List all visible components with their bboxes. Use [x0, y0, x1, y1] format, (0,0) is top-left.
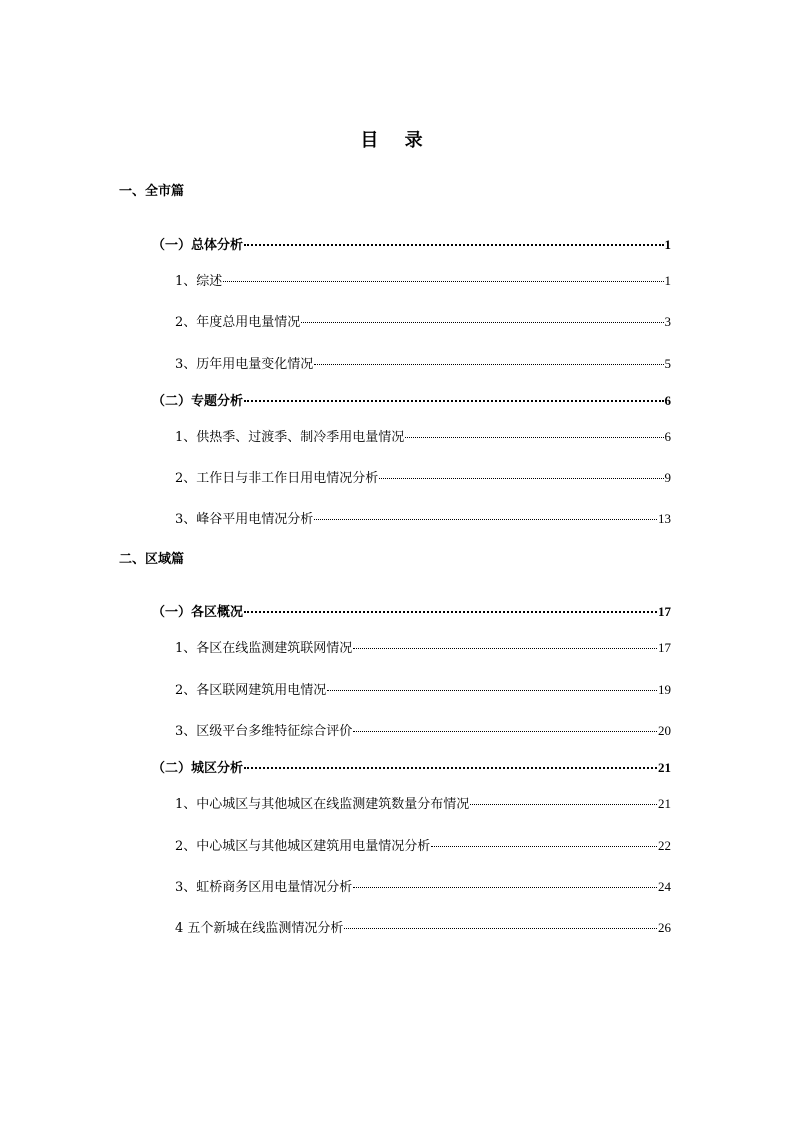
dot-leader [470, 804, 657, 805]
toc-entry-text: 1、综述 [175, 274, 223, 289]
toc-entry-text: 3、区级平台多维特征综合评价 [175, 724, 353, 739]
toc-page-number: 21 [658, 796, 671, 811]
toc-entry-text: 2、年度总用电量情况 [175, 315, 301, 330]
toc-part-heading [119, 551, 184, 569]
toc-entry[interactable] [152, 759, 671, 778]
toc-entry[interactable] [175, 469, 671, 488]
toc-entry-text: （二）城区分析 [152, 761, 244, 776]
toc-page-number: 24 [658, 879, 671, 894]
toc-entry-text: 1、供热季、过渡季、制冷季用电量情况 [175, 430, 405, 445]
toc-entry[interactable] [175, 355, 671, 374]
toc-entry[interactable] [152, 392, 671, 411]
toc-entry[interactable] [152, 603, 671, 622]
toc-entry[interactable] [175, 428, 671, 447]
toc-entry-text: （二）专题分析 [152, 394, 244, 409]
toc-page-number: 26 [658, 920, 671, 935]
toc-entry[interactable] [175, 313, 671, 332]
toc-entry-text: （一）各区概况 [152, 605, 244, 620]
dot-leader [244, 611, 657, 613]
toc-page-number: 19 [658, 682, 671, 697]
toc-page-number: 9 [664, 470, 671, 485]
dot-leader [405, 437, 663, 438]
dot-leader [301, 322, 663, 323]
toc-entry[interactable] [175, 272, 671, 291]
toc-page-number: 6 [664, 393, 671, 408]
toc-entry-text: 2、中心城区与其他城区建筑用电量情况分析 [175, 839, 431, 854]
toc-page-number: 6 [664, 429, 671, 444]
dot-leader [353, 887, 657, 888]
toc-entry[interactable] [175, 681, 671, 700]
toc-page-number: 1 [664, 237, 671, 252]
toc-entry-text: 3、历年用电量变化情况 [175, 357, 314, 372]
toc-page-number: 3 [664, 314, 671, 329]
dot-leader [244, 767, 657, 769]
toc-page-number: 21 [658, 760, 671, 775]
toc-entry-text: 二、区域篇 [119, 552, 185, 567]
dot-leader [244, 244, 663, 246]
toc-title: 目 录 [360, 130, 433, 151]
toc-part-heading [119, 183, 184, 201]
toc-page-number: 20 [658, 723, 671, 738]
toc-entry[interactable] [175, 510, 671, 529]
toc-page-number: 22 [658, 838, 671, 853]
toc-entry-text: 1、各区在线监测建筑联网情况 [175, 641, 353, 656]
dot-leader [244, 400, 663, 402]
toc-entry-text: 4 五个新城在线监测情况分析 [175, 921, 344, 936]
dot-leader [223, 281, 663, 282]
toc-entry-text: 一、全市篇 [119, 184, 185, 199]
toc-entry[interactable] [152, 236, 671, 255]
dot-leader [353, 731, 657, 732]
toc-page-number: 17 [658, 604, 671, 619]
toc-entry-text: 1、中心城区与其他城区在线监测建筑数量分布情况 [175, 797, 470, 812]
toc-page-number: 13 [658, 511, 671, 526]
toc-entry-text: 3、虹桥商务区用电量情况分析 [175, 880, 353, 895]
toc-entry-text: 3、峰谷平用电情况分析 [175, 512, 314, 527]
dot-leader [431, 846, 657, 847]
toc-entry[interactable] [175, 722, 671, 741]
dot-leader [344, 928, 657, 929]
toc-entry[interactable] [175, 837, 671, 856]
toc-entry[interactable] [175, 639, 671, 658]
toc-entry-text: 2、工作日与非工作日用电情况分析 [175, 471, 379, 486]
toc-page-number: 17 [658, 640, 671, 655]
toc-page-number: 1 [664, 273, 671, 288]
dot-leader [353, 648, 657, 649]
dot-leader [379, 478, 663, 479]
toc-entry-text: （一）总体分析 [152, 238, 244, 253]
dot-leader [314, 364, 663, 365]
toc-entry-text: 2、各区联网建筑用电情况 [175, 683, 327, 698]
toc-entry[interactable] [175, 919, 671, 938]
dot-leader [327, 690, 657, 691]
dot-leader [314, 519, 657, 520]
toc-entry[interactable] [175, 795, 671, 814]
toc-entry[interactable] [175, 878, 671, 897]
toc-page-number: 5 [664, 356, 671, 371]
